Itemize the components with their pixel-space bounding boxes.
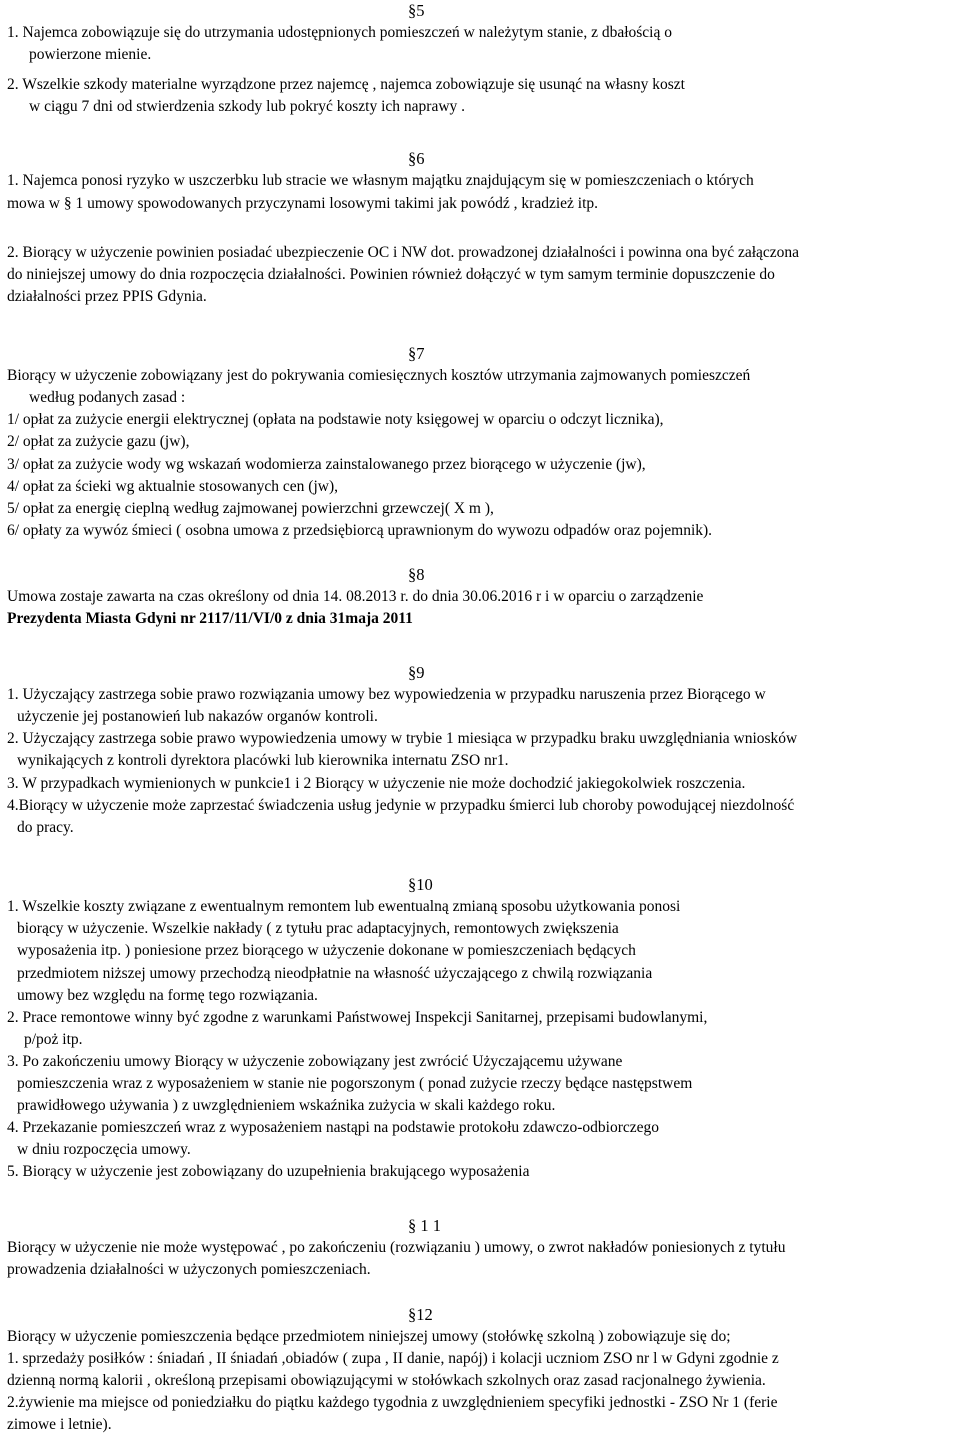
paragraph-line: prowadzenia działalności w użyczonych pomieszczeniach. [7,1261,371,1278]
paragraph-line: 2. Użyczający zastrzega sobie prawo wypowiedzenia umowy w trybie 1 miesiąca w przypadku braku uwzględniania wniosków [7,730,798,747]
paragraph-line: 4. Przekazanie pomieszczeń wraz z wyposażeniem nastąpi na podstawie protokołu zdawczo-odbiorczego [7,1119,660,1136]
paragraph-line: 4/ opłat za ścieki wg aktualnie stosowanych cen (jw), [7,478,338,495]
section-heading-8: §8 [408,565,425,584]
paragraph-line: pomieszczenia wraz z wyposażeniem w stanie nie pogorszonym ( ponad zużycie rzeczy będące następstwem [17,1075,693,1092]
paragraph-line: 1. sprzedaży posiłków : śniadań , II śniadań ,obiadów ( zupa , II danie, napój) i kolacji uczniom ZSO nr l w Gdyni zgodnie z [7,1350,779,1367]
paragraph-line: Biorący w użyczenie zobowiązany jest do pokrywania comiesięcznych kosztów utrzymania zajmowanych pomieszczeń [7,367,751,384]
paragraph-line-bold: Prezydenta Miasta Gdyni nr 2117/11/VI/0 z dnia 31maja 2011 [7,610,413,627]
paragraph-line: do niniejszej umowy do dnia rozpoczęcia działalności. Powinien również dołączyć w tym samym terminie dopuszczenie do [7,266,775,283]
paragraph-line: przedmiotem niższej umowy przechodzą nieodpłatnie na własność użyczającego z chwilą rozwiązania [17,965,653,982]
paragraph-line: 4.Biorący w użyczenie może zaprzestać świadczenia usług jedynie w przypadku śmierci lub choroby powodującej niezdolność [7,797,795,814]
paragraph-line: w dniu rozpoczęcia umowy. [17,1141,191,1158]
paragraph-line: 1. Najemca zobowiązuje się do utrzymania udostępnionych pomieszczeń w należytym stanie, z dbałością o [7,24,672,41]
paragraph-line: 5/ opłat za energię cieplną według zajmowanej powierzchni grzewczej( X m ), [7,500,494,517]
paragraph-line: w ciągu 7 dni od stwierdzenia szkody lub pokryć koszty ich naprawy . [29,98,466,115]
paragraph-line: zimowe i letnie). [7,1416,112,1433]
paragraph-line: 2/ opłat za zużycie gazu (jw), [7,433,190,450]
paragraph-line: 2. Prace remontowe winny być zgodne z warunkami Państwowej Inspekcji Sanitarnej, przepisami budowlanymi, [7,1009,708,1026]
paragraph-line: mowa w § 1 umowy spowodowanych przyczynami losowymi takimi jak powódź , kradzież itp. [7,195,599,212]
paragraph-line: 5. Biorący w użyczenie jest zobowiązany do uzupełnienia brakującego wyposażenia [7,1163,530,1180]
paragraph-line: według podanych zasad : [29,389,186,406]
paragraph-line: do pracy. [17,819,74,836]
section-heading-6: §6 [408,149,425,168]
paragraph-line: 2. Wszelkie szkody materialne wyrządzone przez najemcę , najemca zobowiązuje się usunąć na własny koszt [7,76,685,93]
paragraph-line: wyposażenia itp. ) poniesione przez biorącego w użyczenie dokonane w pomieszczeniach będących [17,942,636,959]
paragraph-line: 2. Biorący w użyczenie powinien posiadać ubezpieczenie OC i NW dot. prowadzonej działalności i powinna ona być załączona [7,244,800,261]
section-heading-7: §7 [408,344,425,363]
paragraph-line: 3. W przypadkach wymienionych w punkcie1 i 2 Biorący w użyczenie nie może dochodzić jakiegokolwiek roszczenia. [7,775,746,792]
paragraph-line: 3/ opłat za zużycie wody wg wskazań wodomierza zainstalowanego przez biorącego w użyczenie (jw), [7,456,646,473]
paragraph-line: 2.żywienie ma miejsce od poniedziałku do piątku każdego tygodnia z uwzględnieniem specyfiki jednostki - ZSO Nr 1 (ferie [7,1394,778,1411]
section-heading-5: §5 [408,1,425,20]
paragraph-line: wynikających z kontroli dyrektora placówki lub kierownika internatu ZSO nr1. [17,752,509,769]
paragraph-line: dzienną normą kalorii , określoną przepisami obowiązującymi w stołówkach szkolnych oraz zasad racjonalnego żywienia. [7,1372,766,1389]
paragraph-line: powierzone mienie. [29,46,152,63]
paragraph-line: Umowa zostaje zawarta na czas określony od dnia 14. 08.2013 r. do dnia 30.06.2016 r i w oparciu o zarządzenie [7,588,704,605]
paragraph-line: biorący w użyczenie. Wszelkie nakłady ( z tytułu prac adaptacyjnych, remontowych zwiększenia [17,920,619,937]
paragraph-line: użyczenie jej postanowień lub nakazów organów kontroli. [17,708,378,725]
paragraph-line: prawidłowego używania ) z uwzględnieniem wskaźnika zużycia w skali każdego roku. [17,1097,556,1114]
paragraph-line: 1. Najemca ponosi ryzyko w uszczerbku lub stracie we własnym majątku znajdującym się w pomieszczeniach o których [7,172,754,189]
paragraph-line: 3. Po zakończeniu umowy Biorący w użyczenie zobowiązany jest zwrócić Użyczającemu używane [7,1053,623,1070]
paragraph-line: Biorący w użyczenie pomieszczenia będące przedmiotem niniejszej umowy (stołówkę szkolną ) zobowiązuje się do; [7,1328,731,1345]
paragraph-line: p/poż itp. [24,1031,83,1048]
section-heading-12: §12 [408,1305,433,1324]
paragraph-line: 6/ opłaty za wywóz śmieci ( osobna umowa z przedsiębiorcą uprawnionym do wywozu odpadów oraz pojemnik). [7,522,713,539]
paragraph-line: 1. Użyczający zastrzega sobie prawo rozwiązania umowy bez wypowiedzenia w przypadku naruszenia przez Biorącego w [7,686,766,703]
paragraph-line: działalności przez PPIS Gdynia. [7,288,207,305]
paragraph-line: 1. Wszelkie koszty związane z ewentualnym remontem lub ewentualną zmianą sposobu użytkowania ponosi [7,898,681,915]
paragraph-line: 1/ opłat za zużycie energii elektrycznej (opłata na podstawie noty księgowej w oparciu o odczyt licznika), [7,411,664,428]
section-heading-9: §9 [408,663,425,682]
section-heading-11: § 1 1 [408,1216,441,1235]
paragraph-line: umowy bez względu na formę tego rozwiązania. [17,987,318,1004]
paragraph-line: Biorący w użyczenie nie może występować , po zakończeniu (rozwiązaniu ) umowy, o zwrot nakładów poniesionych z tytułu [7,1239,786,1256]
section-heading-10: §10 [408,875,433,894]
